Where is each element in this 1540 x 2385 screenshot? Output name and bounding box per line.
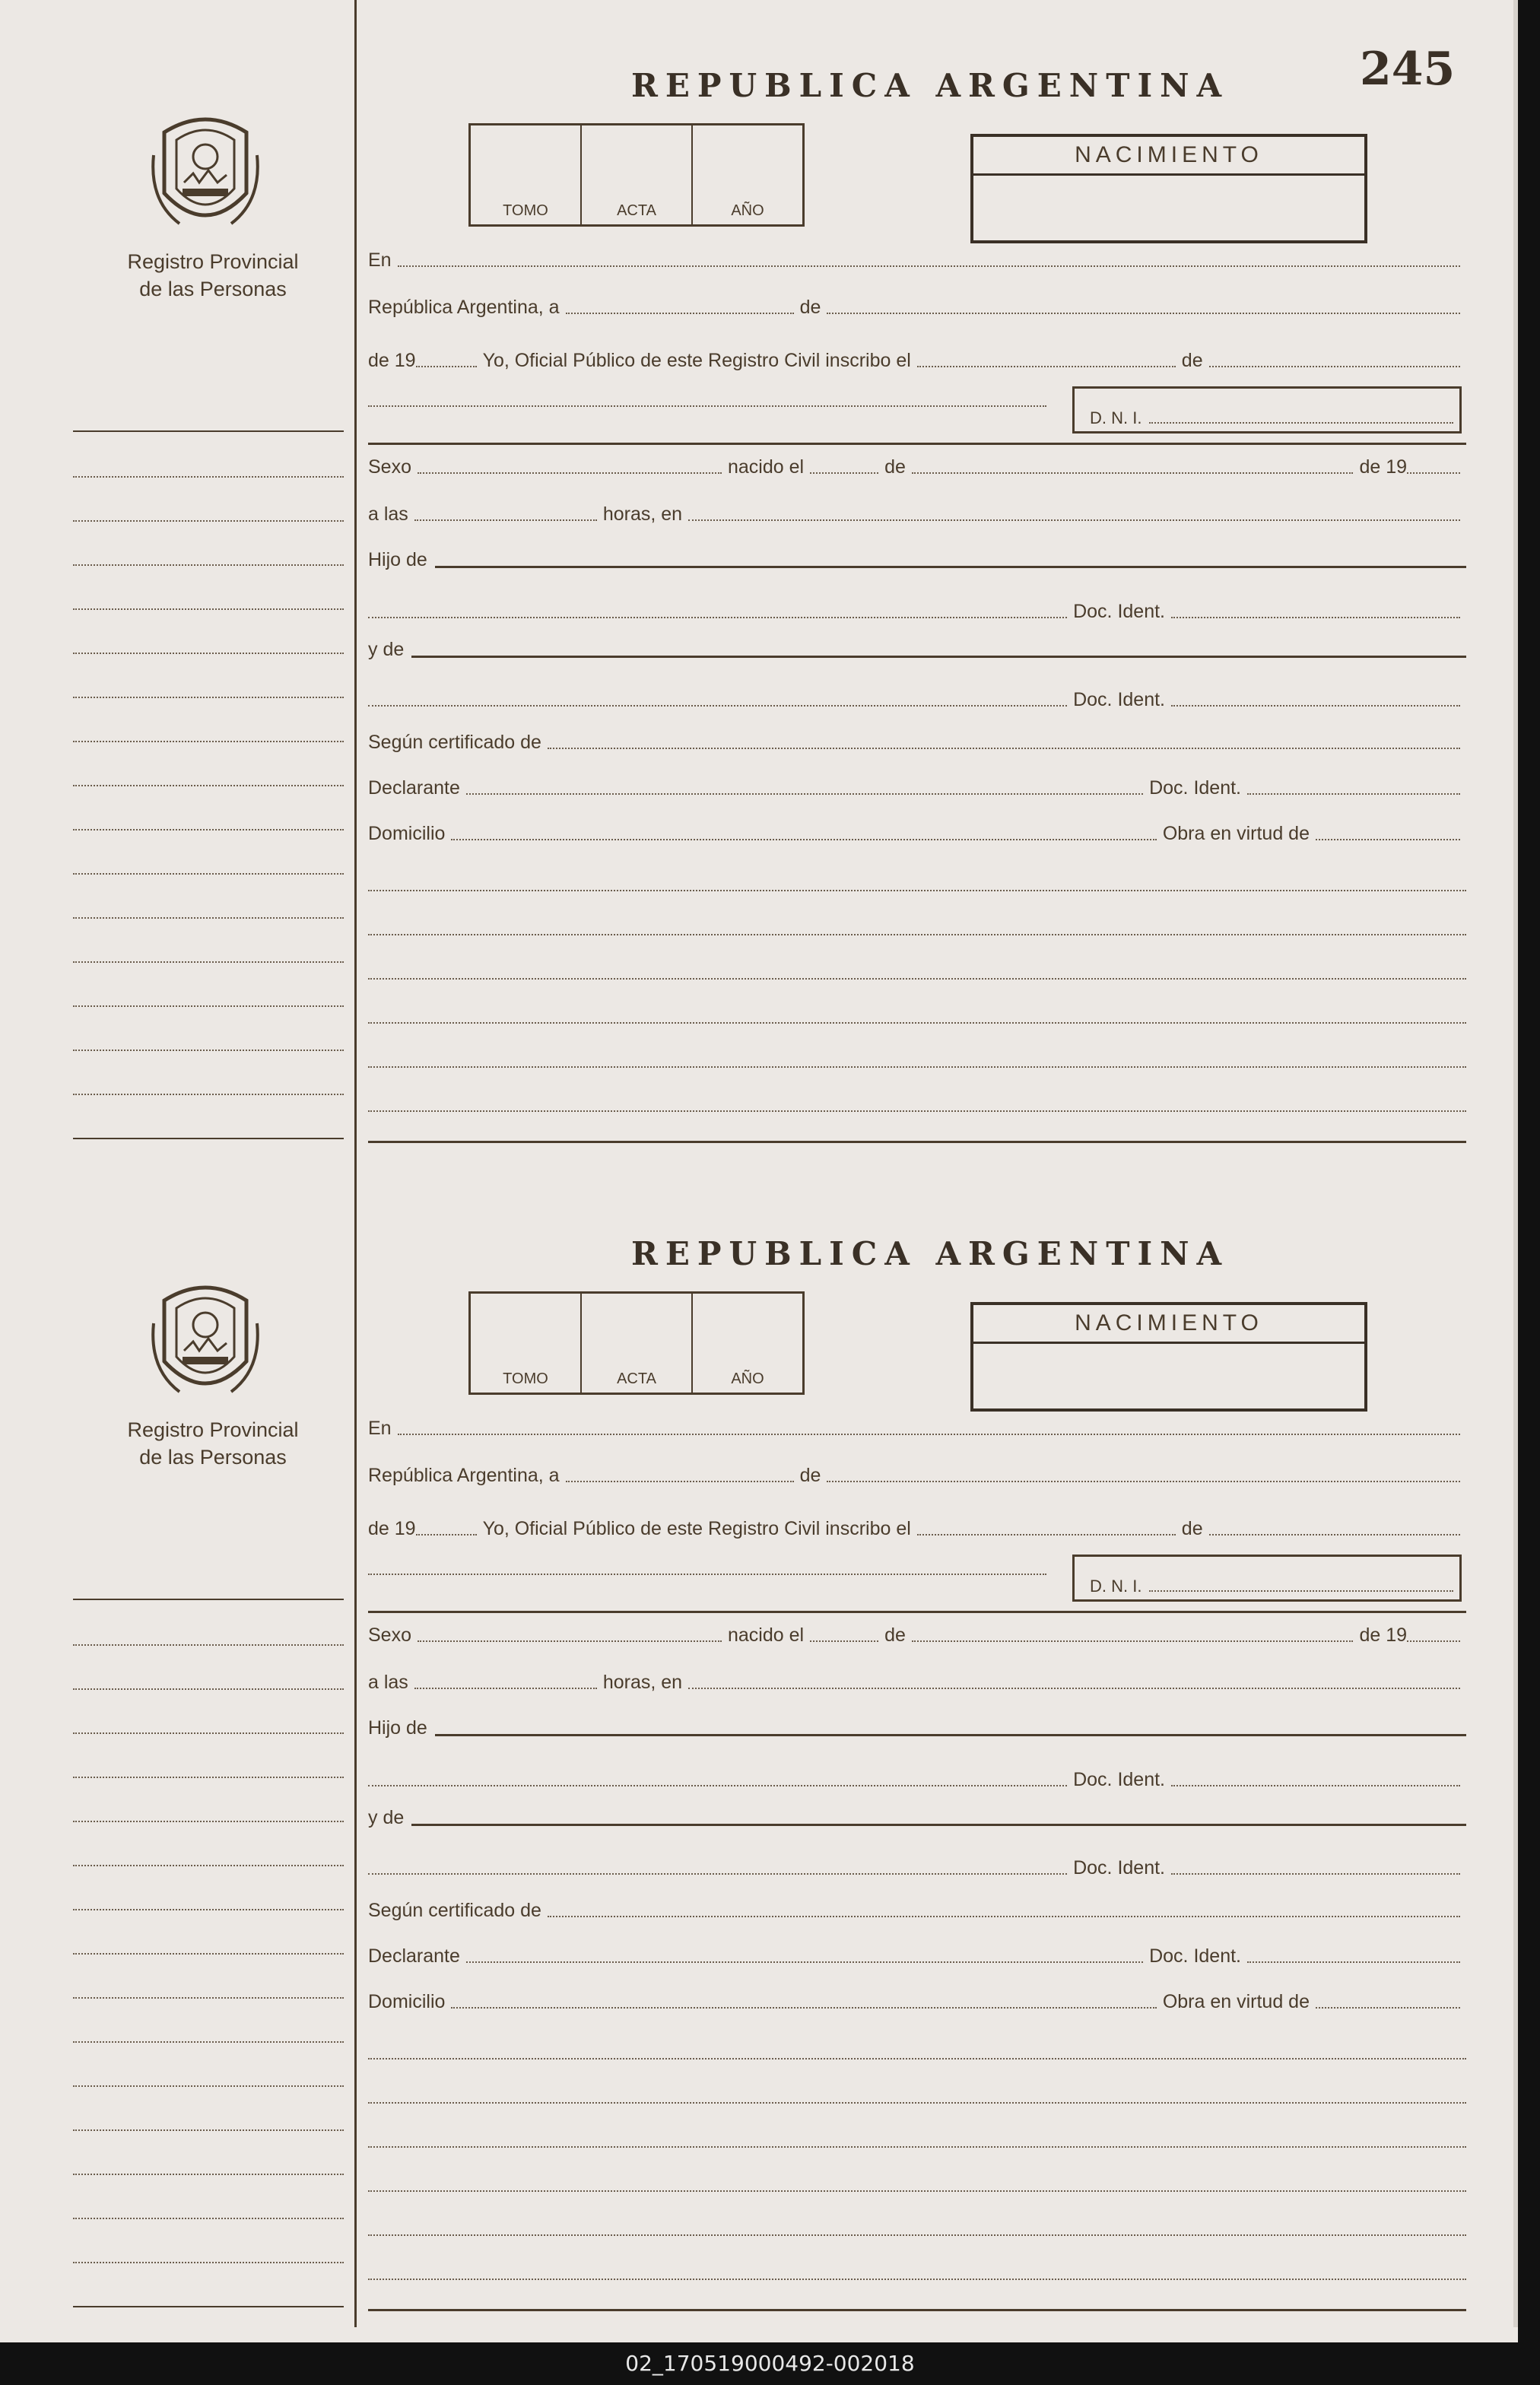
field-row-inscribo — [368, 1518, 1466, 1540]
margin-dotted-line — [73, 785, 344, 786]
label-de-19: de 19 — [1359, 1624, 1407, 1646]
label-declarante: Declarante — [368, 777, 460, 799]
label-nacido-el: nacido el — [727, 456, 805, 478]
label-y-de: y de — [368, 639, 405, 660]
tomo-acta-ano-box — [468, 1291, 805, 1395]
blank-dotted-line — [368, 1066, 1466, 1068]
label-hijo-de: Hijo de — [368, 549, 427, 570]
field-row-en — [368, 1418, 1466, 1440]
label-hijo-de: Hijo de — [368, 1717, 427, 1739]
dni-box — [1072, 1555, 1462, 1602]
registry-name — [91, 1416, 335, 1471]
field-row-domicilio — [368, 823, 1466, 845]
margin-dotted-line — [73, 1953, 344, 1955]
label-de: de — [1181, 350, 1203, 371]
field-row-hora — [368, 1672, 1466, 1694]
field-row-republica — [368, 1465, 1466, 1487]
label-horas-en: horas, en — [602, 503, 683, 525]
field-row-domicilio — [368, 1991, 1466, 2013]
margin-dotted-line — [73, 476, 344, 478]
record-type-label: NACIMIENTO — [973, 137, 1364, 176]
margin-dotted-line — [73, 608, 344, 610]
margin-dotted-line — [73, 2174, 344, 2175]
margin-dotted-line — [73, 741, 344, 742]
birth-record-form — [0, 0, 1518, 1164]
label-doc-ident: Doc. Ident. — [1073, 601, 1165, 622]
record-type-label: NACIMIENTO — [973, 1305, 1364, 1344]
field-row-name — [368, 405, 1053, 411]
margin-dotted-line — [73, 917, 344, 919]
margin-dotted-line — [73, 2218, 344, 2219]
page-number: 245 — [1360, 43, 1456, 96]
ano-cell — [693, 1294, 802, 1393]
margin-dotted-line — [73, 1777, 344, 1778]
blank-dotted-line — [368, 2102, 1466, 2104]
margin-dotted-line — [73, 1050, 344, 1051]
label-republica-a: República Argentina, a — [368, 1465, 560, 1486]
label-doc-ident: Doc. Ident. — [1073, 689, 1165, 710]
field-row-hora — [368, 503, 1466, 526]
provincial-seal-emblem — [149, 110, 262, 231]
field-row-y-de — [368, 1807, 1466, 1829]
label-de: de — [799, 1465, 821, 1486]
dni-box — [1072, 386, 1462, 433]
margin-dotted-line — [73, 961, 344, 963]
label-de: de — [884, 1624, 906, 1646]
margin-dotted-line — [73, 564, 344, 566]
provincial-seal-emblem — [149, 1278, 262, 1399]
label-de: de — [1181, 1518, 1203, 1539]
margin-dotted-line — [73, 2041, 344, 2043]
margin-rule — [73, 1138, 344, 1139]
margin-dotted-line — [73, 1865, 344, 1866]
label-obra-en-virtud: Obra en virtud de — [1162, 823, 1310, 844]
label-obra-en-virtud: Obra en virtud de — [1162, 1991, 1310, 2012]
field-row-declarante — [368, 777, 1466, 799]
ano-label: AÑO — [731, 202, 764, 219]
margin-dotted-line — [73, 1909, 344, 1910]
margin-dotted-line — [73, 2085, 344, 2087]
label-domicilio: Domicilio — [368, 1991, 446, 2012]
blank-dotted-line — [368, 1022, 1466, 1024]
label-en: En — [368, 1418, 392, 1439]
margin-rule — [73, 1599, 344, 1600]
tomo-label: TOMO — [503, 202, 548, 219]
ano-label: AÑO — [731, 1370, 764, 1387]
label-sexo: Sexo — [368, 1624, 411, 1646]
field-row-hijo-de — [368, 549, 1466, 571]
label-republica-a: República Argentina, a — [368, 297, 560, 318]
margin-rule — [73, 430, 344, 432]
margin-dotted-line — [73, 829, 344, 830]
label-dni: D. N. I. — [1090, 408, 1142, 427]
field-row-sexo — [368, 456, 1466, 478]
tomo-label: TOMO — [503, 1370, 548, 1387]
registry-name — [91, 248, 335, 303]
section-rule — [368, 2309, 1466, 2311]
margin-dotted-line — [73, 520, 344, 522]
margin-dotted-line — [73, 1094, 344, 1095]
margin-dotted-line — [73, 873, 344, 875]
field-row-declarante — [368, 1945, 1466, 1967]
margin-dotted-line — [73, 1005, 344, 1007]
birth-record-form — [0, 1168, 1518, 2332]
tomo-cell — [471, 125, 582, 224]
label-horas-en: horas, en — [602, 1672, 683, 1693]
record-type-box — [970, 1302, 1367, 1412]
image-footer-code: 02_170519000492-002018 — [0, 2342, 1540, 2385]
blank-dotted-line — [368, 978, 1466, 980]
label-doc-ident: Doc. Ident. — [1149, 777, 1241, 799]
margin-dotted-line — [73, 1732, 344, 1734]
label-segun-certificado: Según certificado de — [368, 1900, 541, 1921]
form-title: REPUBLICA ARGENTINA — [631, 67, 1230, 104]
blank-dotted-line — [368, 2190, 1466, 2192]
registry-line-2: de las Personas — [139, 278, 287, 300]
blank-dotted-line — [368, 1110, 1466, 1112]
label-doc-ident: Doc. Ident. — [1149, 1945, 1241, 1967]
label-doc-ident: Doc. Ident. — [1073, 1769, 1165, 1790]
margin-dotted-line — [73, 697, 344, 698]
blank-dotted-line — [368, 2234, 1466, 2236]
ano-cell — [693, 125, 802, 224]
label-yo-oficial: Yo, Oficial Público de este Registro Civil inscribo el — [482, 350, 911, 371]
margin-rule — [73, 2306, 344, 2307]
registry-line-1: Registro Provincial — [127, 1418, 299, 1441]
label-nacido-el: nacido el — [727, 1624, 805, 1646]
blank-dotted-line — [368, 2279, 1466, 2280]
field-row-sexo — [368, 1624, 1466, 1647]
blank-dotted-line — [368, 890, 1466, 891]
field-row-doc-ident-1 — [368, 601, 1466, 623]
field-row-segun — [368, 1900, 1466, 1922]
label-de: de — [799, 297, 821, 318]
label-de-19: de 19 — [368, 350, 416, 371]
field-row-name — [368, 1573, 1053, 1580]
field-row-inscribo — [368, 350, 1466, 372]
acta-label: ACTA — [617, 202, 656, 219]
field-row-hijo-de — [368, 1717, 1466, 1739]
label-y-de: y de — [368, 1807, 405, 1828]
registry-line-1: Registro Provincial — [127, 250, 299, 273]
label-dni: D. N. I. — [1090, 1577, 1142, 1596]
margin-dotted-line — [73, 2262, 344, 2263]
margin-dotted-line — [73, 1688, 344, 1690]
field-row-y-de — [368, 639, 1466, 661]
blank-dotted-line — [368, 934, 1466, 935]
field-row-doc-ident-2 — [368, 1857, 1466, 1879]
field-row-republica — [368, 297, 1466, 319]
field-row-doc-ident-2 — [368, 689, 1466, 711]
field-row-en — [368, 249, 1466, 272]
acta-cell — [582, 1294, 693, 1393]
section-rule — [368, 1611, 1466, 1613]
blank-dotted-line — [368, 2146, 1466, 2148]
margin-dotted-line — [73, 1997, 344, 1999]
label-sexo: Sexo — [368, 456, 411, 478]
field-row-segun — [368, 732, 1466, 754]
section-rule — [368, 443, 1466, 445]
label-de-19: de 19 — [1359, 456, 1407, 478]
label-de: de — [884, 456, 906, 478]
label-a-las: a las — [368, 503, 408, 525]
field-row-doc-ident-1 — [368, 1769, 1466, 1791]
margin-dotted-line — [73, 653, 344, 654]
label-doc-ident: Doc. Ident. — [1073, 1857, 1165, 1878]
form-title: REPUBLICA ARGENTINA — [631, 1235, 1230, 1272]
section-rule — [368, 1141, 1466, 1143]
label-declarante: Declarante — [368, 1945, 460, 1967]
record-type-box — [970, 134, 1367, 243]
label-de-19: de 19 — [368, 1518, 416, 1539]
blank-dotted-line — [368, 2058, 1466, 2059]
tomo-cell — [471, 1294, 582, 1393]
label-segun-certificado: Según certificado de — [368, 732, 541, 753]
acta-label: ACTA — [617, 1370, 656, 1387]
margin-dotted-line — [73, 1821, 344, 1822]
label-yo-oficial: Yo, Oficial Público de este Registro Civil inscribo el — [482, 1518, 911, 1539]
label-a-las: a las — [368, 1672, 408, 1693]
registry-line-2: de las Personas — [139, 1446, 287, 1469]
tomo-acta-ano-box — [468, 123, 805, 227]
label-domicilio: Domicilio — [368, 823, 446, 844]
margin-dotted-line — [73, 2129, 344, 2131]
label-en: En — [368, 249, 392, 271]
margin-dotted-line — [73, 1644, 344, 1646]
acta-cell — [582, 125, 693, 224]
